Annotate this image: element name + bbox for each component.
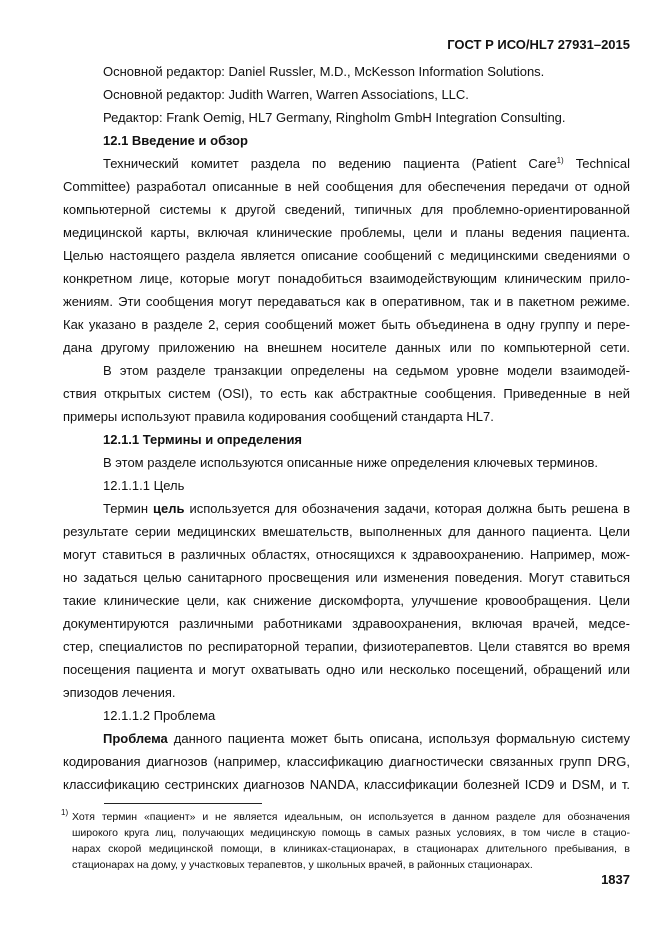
paragraph-line: кодирования диагнозов (например, классификацию диагностически связанных групп DRG,: [63, 754, 630, 769]
footnote-line: широкого круга лиц, получающих медицинскую помощь в самых разных условиях, в том числе в стацио-: [72, 827, 630, 839]
paragraph-line: Термин цель используется для обозначения задачи, которая должна быть решена в: [103, 501, 630, 516]
paragraph-line: посещения пациента и могут охватывать одно или несколько посещений, обращений или: [63, 662, 630, 677]
paragraph-line: жениям. Эти сообщения могут передаваться как в оперативном, так и в пакетном режиме.: [63, 294, 630, 309]
paragraph-line: компьютерной системы к другой сведений, типичных для проблемно-ориентированной: [63, 202, 630, 217]
footnote-line: стационарах на дому, у участковых терапевтов, у школьных врачей, в районных стационарах.: [72, 859, 533, 871]
paragraph-line: документируются различными работниками здравоохранения, включая врачей, медсе-: [63, 616, 630, 631]
term-heading-problem: 12.1.1.2 Проблема: [103, 708, 216, 723]
paragraph-line: дана другому приложению на внешнем носителе данных или по компьютерной сети.: [63, 340, 630, 355]
paragraph-line: Проблема данного пациента может быть описана, используя формальную систему: [103, 731, 630, 746]
term-goal: цель: [153, 501, 185, 516]
paragraph-line: такие клинические цели, как снижение дискомфорта, улучшение кровообращения. Цели: [63, 593, 630, 608]
subsection-intro: В этом разделе используются описанные ниже определения ключевых терминов.: [103, 455, 599, 470]
footnote-line: нарах скорой медицинской помощи, в клиниках-стационарах, в стационарах длительного пребывания, в: [72, 843, 630, 855]
page-number: 1837: [601, 872, 630, 887]
document-header: ГОСТ Р ИСО/HL7 27931–2015: [447, 37, 630, 52]
paragraph-line: примеры используют правила кодирования сообщений стандарта HL7.: [63, 409, 494, 424]
paragraph-line: но задаться целью санитарного просвещения или изменения поведения. Могут ставиться: [63, 570, 630, 585]
paragraph-line: могут ставиться в различных областях, относящихся к здравоохранению. Например, мож-: [63, 547, 630, 562]
footnote-divider: [104, 803, 262, 804]
footnote-line: Хотя термин «пациент» и не является идеальным, он используется в данном разделе для обозначения: [72, 811, 630, 823]
term-heading-goal: 12.1.1.1 Цель: [103, 478, 185, 493]
paragraph-line: медицинской карты, включая клинические проблемы, цели и планы ведения пациента.: [63, 225, 630, 240]
section-heading: 12.1 Введение и обзор: [103, 133, 248, 148]
editor-line-3: Редактор: Frank Oemig, HL7 Germany, Ringholm GmbH Integration Consulting.: [103, 110, 566, 125]
paragraph-line: Целью настоящего раздела является описание сообщений с медицинскими сведениями о: [63, 248, 630, 263]
paragraph-line: результате серии медицинских вмешательств, выполненных для данного пациента. Цели: [63, 524, 630, 539]
editor-line-2: Основной редактор: Judith Warren, Warren Associations, LLC.: [103, 87, 469, 102]
document-page: ГОСТ Р ИСО/HL7 27931–2015 Основной редактор: Daniel Russler, M.D., McKesson Information Solutions. Основной редактор: Judith Warren, Warren Associations, LLC. Редактор: Frank Oemig, HL7 Germany, Ringholm GmbH Integration Consulting. 12.1 Введение и обзор Технический комитет раздела по ведению пациента (Patient Care$^{1)}$ Technical Committee) разработал описанные в ней сообщения для обеспечения передачи от одной компьютерной системы к другой сведений, типичных для проблемно-ориентированной медицинской карты, включая клинические проблемы, цели и планы ведения пациента. Целью настоящего раздела является описание сообщений с медицинскими сведениями о конкретном лице, которые могут понадобиться взаимодействующим клиническим прило- жениям. Эти сообщения могут передаваться как в оперативном, так и в пакетном режиме. Как указано в разделе 2, серия сообщений может быть объединена в одну группу и пере- дана другому приложению на внешнем носителе данных или по компьютерной сети. В этом разделе транзакции определены на седьмом уровне модели взаимодей- ствия открытых систем (OSI), то есть как абстрактные сообщения. Приведенные в ней примеры используют правила кодирования сообщений стандарта HL7. 12.1.1 Термины и определения В этом разделе используются описанные ниже определения ключевых терминов. 12.1.1.1 Цель Термин цель используется для обозначения задачи, которая должна быть решена в результате серии медицинских вмешательств, выполненных для данного пациента. Цели могут ставиться в различных областях, относящихся к здравоохранению. Например, мож- но задаться целью санитарного просвещения или изменения поведения. Могут ставиться такие клинические цели, как снижение дискомфорта, улучшение кровообращения. Цели документируются различными работниками здравоохранения, включая врачей, медсе- стер, специалистов по респираторной терапии, физиотерапевтов. Цели ставятся во время посещения пациента и могут охватывать одно или несколько посещений, обращений или эпизодов лечения. 12.1.1.2 Проблема Проблема данного пациента может быть описана, используя формальную систему кодирования диагнозов (например, классификацию диагностически связанных групп DRG, классификацию сестринских диагнозов NANDA, классификации болезней ICD9 и DSM, и т. 1) Хотя термин «пациент» и не является идеальным, он используется в данном разделе для обозначения широкого круга лиц, получающих медицинскую помощь в самых разных условиях, в том числе в стацио- нарах скорой медицинской помощи, в клиниках-стационарах, в стационарах длительного пребывания, в стационарах на дому, у участковых терапевтов, у школьных врачей, в районных стационарах. 1837: [61, 37, 630, 887]
subsection-heading: 12.1.1 Термины и определения: [103, 432, 303, 447]
paragraph-line: Технический комитет раздела по ведению пациента (Patient Care$^{1)}$ Technical: [103, 156, 630, 171]
paragraph-line: ствия открытых систем (OSI), то есть как абстрактные сообщения. Приведенные в ней: [63, 386, 630, 401]
term-problem: Проблема: [103, 731, 168, 746]
paragraph-line: В этом разделе транзакции определены на седьмом уровне модели взаимодей-: [103, 363, 630, 378]
paragraph-line: эпизодов лечения.: [63, 685, 176, 700]
footnote-ref: 1): [556, 156, 564, 165]
paragraph-line: стер, специалистов по респираторной терапии, физиотерапевтов. Цели ставятся во время: [63, 639, 630, 654]
editor-line-1: Основной редактор: Daniel Russler, M.D., McKesson Information Solutions.: [103, 64, 545, 79]
paragraph-line: конкретном лице, которые могут понадобиться взаимодействующим клиническим прило-: [63, 271, 630, 286]
paragraph-line: Committee) разработал описанные в ней сообщения для обеспечения передачи от одной: [63, 179, 630, 194]
paragraph-line: Как указано в разделе 2, серия сообщений может быть объединена в одну группу и пере-: [63, 317, 630, 332]
paragraph-line: классификацию сестринских диагнозов NANDA, классификации болезней ICD9 и DSM, и т.: [63, 777, 630, 792]
